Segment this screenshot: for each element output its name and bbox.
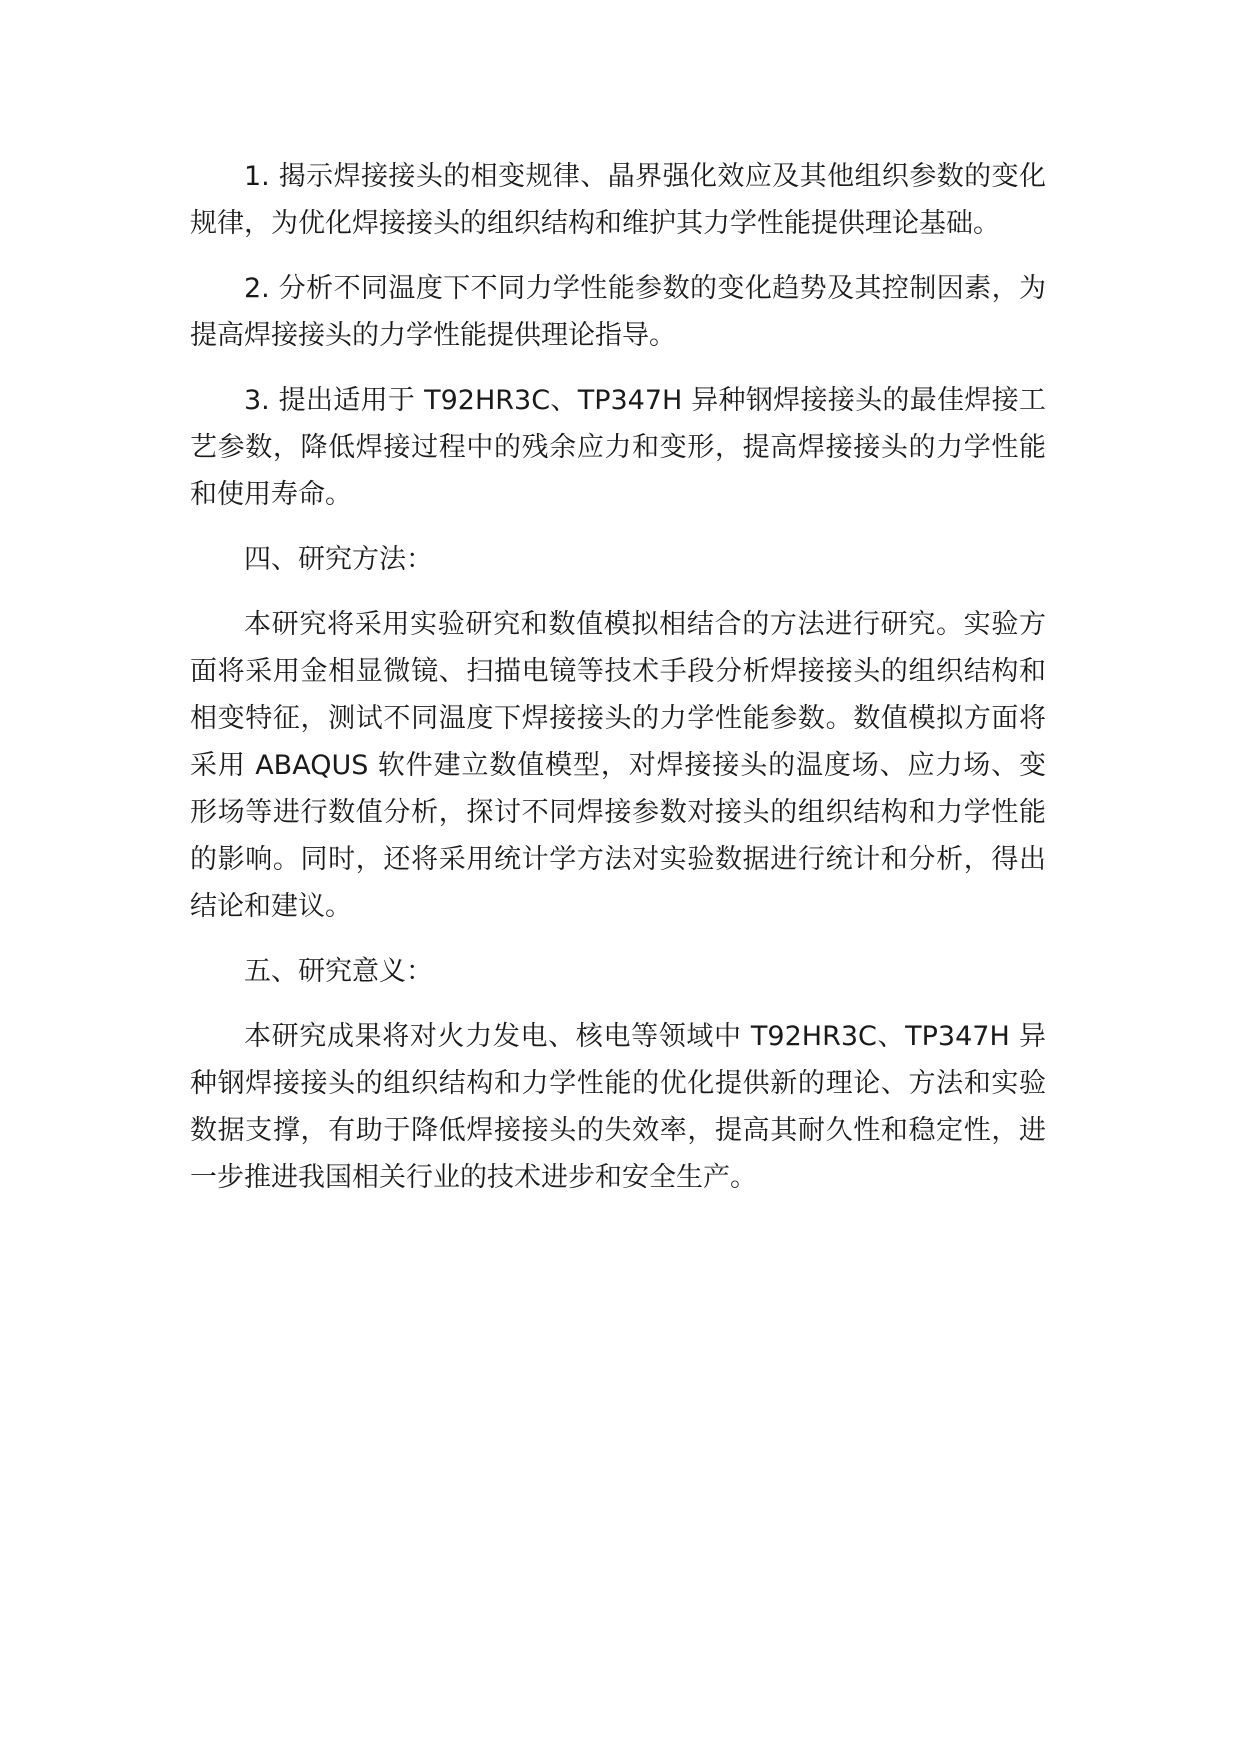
methods-heading: 四、研究方法： xyxy=(244,544,433,575)
objective-2-paragraph: 2. 分析不同温度下不同力学性能参数的变化趋势及其控制因素，为提高焊接接头的力学性能提供理论指导。 xyxy=(190,273,1046,351)
significance-paragraph: 本研究成果将对火力发电、核电等领域中 T92HR3C、TP347H 异种钢焊接接头的组织结构和力学性能的优化提供新的理论、方法和实验数据支撑，有助于降低焊接接头的失效率，提高其耐久性和稳定性，进一步推进我国相关行业的技术进步和安全生产。 xyxy=(190,1021,1047,1193)
document-body xyxy=(190,153,1046,1219)
objective-3-paragraph: 3. 提出适用于 T92HR3C、TP347H 异种钢焊接接头的最佳焊接工艺参数，降低焊接过程中的残余应力和变形，提高焊接接头的力学性能和使用寿命。 xyxy=(190,385,1046,510)
methods-paragraph: 本研究将采用实验研究和数值模拟相结合的方法进行研究。实验方面将采用金相显微镜、扫描电镜等技术手段分析焊接接头的组织结构和相变特征，测试不同温度下焊接接头的力学性能参数。数值模拟方面将采用 ABAQUS 软件建立数值模型，对焊接接头的温度场、应力场、变形场等进行数值分析，探讨不同焊接参数对接头的组织结构和力学性能的影响。同时，还将采用统计学方法对实验数据进行统计和分析，得出结论和建议。 xyxy=(190,609,1046,922)
objective-1-paragraph: 1. 揭示焊接接头的相变规律、晶界强化效应及其他组织参数的变化规律，为优化焊接接头的组织结构和维护其力学性能提供理论基础。 xyxy=(190,161,1046,239)
significance-heading: 五、研究意义： xyxy=(244,956,433,987)
